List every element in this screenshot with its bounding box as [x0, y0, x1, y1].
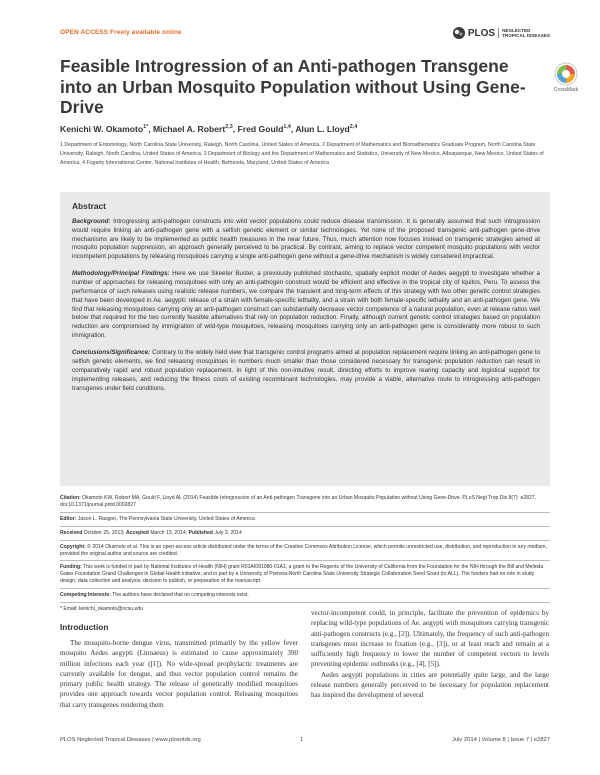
intro-heading: Introduction: [60, 622, 109, 632]
plos-brand: PLOS: [467, 27, 496, 39]
meta-label: Competing Interests:: [60, 592, 111, 599]
author-name: Michael A. Robert: [152, 124, 226, 134]
meta-label: Citation:: [60, 495, 81, 501]
competing-interests-block: [60, 589, 550, 603]
abstract-label: Conclusions/Significance:: [72, 349, 151, 357]
abstract-box: [60, 192, 550, 486]
author-email: * Email: kenichi_okamoto@ncsu.edu: [60, 606, 144, 613]
dates-block: [60, 527, 550, 541]
author-affil: 2,4: [349, 124, 358, 131]
journal-header: [60, 26, 550, 42]
meta-label: Funding:: [60, 564, 82, 571]
meta-label: Editor:: [60, 515, 77, 522]
crossmark-icon: [554, 62, 578, 86]
open-access-banner: [60, 29, 182, 36]
author-list: Kenichi W. Okamoto$^{1*}$, Michael A. Robert$^{2,3}$, Fred Gould$^{1,4}$, Alun L. Lloyd$^{2,4}$: [60, 124, 358, 134]
meta-label: Accepted: [125, 529, 149, 536]
author-affil: 1*: [143, 124, 149, 131]
abstract-text: Introgressing anti-pathogen constructs into wild vector populations could reduce disease transmission. It is generally assumed that such introgression would require linking an anti-pathogen gene with a selfish genetic element or similar technologies. Yet none of the proposed transgenic anti-pathogen gene-drive mechanisms are likely to be implemented as public health measures in the near future. Thus, much attention now focuses instead on transgenic strategies aimed at mosquito population suppression, an approach generally perceived to be practical. By contrast, aiming to replace vector competent mosquito populations with vector incompetent populations by releasing mosquitoes carrying a single anti-pathogen gene without a gene-drive mechanism is widely considered impractical.: [72, 218, 540, 261]
published-date: July 3, 2014: [212, 529, 242, 536]
meta-label: Copyright:: [60, 543, 86, 550]
body-column-right: [311, 608, 549, 701]
citation-text: Okamoto KW, Robert MA, Gould F, Lloyd AL (2014) Feasible Introgression of an Anti-pathogen Transgene into an Urban Mosquito Population without Using Gene-Drive. PLoS Negl Trop Dis 8(7): e2827. doi:10.1371/journal.pntd.0002827: [60, 495, 537, 508]
editor-text: Jason L. Rasgon, The Pennsylvania State University, United States of America: [76, 515, 255, 522]
editor-block: [60, 513, 550, 527]
meta-label: Received: [60, 529, 83, 536]
plos-logo-icon: [452, 26, 466, 40]
abstract-heading: Abstract: [72, 201, 106, 211]
article-title: Feasible Introgression of an Anti-pathogen Transgene into an Urban Mosquito Population without Using Gene-Drive: [60, 56, 526, 117]
accepted-date: March 13, 2014;: [148, 529, 189, 536]
crossmark-badge[interactable]: [552, 62, 580, 93]
affiliations: 1 Department of Entomology, North Carolina State University, Raleigh, North Carolina, United States of America, 2 Department of Mathematics and Biomathematics Graduate Program, North Carolina State University, Raleigh, North Carolina, United States of America, 3 Department of Biology and the Department of Mathematics and Statistics, University of New Mexico, Albuquerque, New Mexico, United States of America, 4 Fogarty International Center, National Institutes of Health, Bethesda, Maryland, United States of America: [60, 142, 544, 166]
author-affil: 1,4: [283, 124, 291, 131]
plos-sub-line-1: NEGLECTED: [502, 27, 531, 33]
body-paragraph: vector-incompetent could, in principle, facilitate the prevention of epidemics by replacing wild-type populations of Ae. aegypti with mosquitoes carrying transgenic anti-pathogen constructs (e.g., [2]). Ultimately, the frequency of such anti-pathogen transgenes must increase to fixation (e.g., [3]), or at least reach and remain at a sufficiently high frequency to lower the number of competent vectors to levels preventing epidemic outbreaks (e.g., [4], [5]).: [311, 609, 549, 669]
copyright-text: © 2014 Okamoto et al. This is an open-access article distributed under the terms of the Creative Commons Attribution License, which permits unrestricted use, distribution, and reproduction in any medium, provided the original author and source are credited.: [60, 543, 547, 557]
open-access-text: OPEN ACCESS Freely available online: [60, 29, 182, 36]
body-column-left: [60, 638, 298, 710]
citation-block: [60, 492, 550, 513]
abstract-label: Background:: [72, 218, 111, 225]
crossmark-label: CrossMark: [553, 87, 579, 93]
abstract-text: Here we use Skeeter Buster, a previously published stochastic, spatially explicit model of Aedes aegypti to investigate whether a number of approaches for releasing mosquitoes with only an anti-pathogen construct would be efficient and effective in the tropical city of Iquitos, Peru. To assess the performance of such releases using realistic release numbers, we compare the transient and long-term effects of this strategy with two other genetic control strategies that have been developed in Ae. aegypti: release of a strain with female-specific lethality, and a strain with both female-specific lethality and an anti-pathogen gene. We find that releasing mosquitoes carrying only an anti-pathogen construct can substantially decrease vector competence of a natural population, even at release ratios well below that required for the two currently feasible alternatives that rely on population reduction. Finally, although current genetic control strategies based on population reduction are compromised by immigration of wild-type mosquitoes, releasing mosquitoes carrying only an anti-pathogen gene is considerably more robust to such immigration.: [72, 270, 541, 340]
funding-text: This work is funded in part by National Institutes of Health (NIH) grant R01AI091980-01A1, a grant to the Regents of the University of California from the Foundation for the NIH through the Bill and Melinda Gates Foundation Grand Challenges in Global Health initiative, and in part by a University of Pretoria-North Carolina State University Strategic Collaboration Seed Grant (to ALL). The funders had no role in study design, data collection and analysis, decision to publish, or preparation of the manuscript.: [60, 564, 544, 585]
plos-logo[interactable]: [452, 26, 550, 40]
meta-label: Published: [188, 529, 213, 536]
copyright-block: [60, 541, 550, 562]
author-name: Fred Gould: [237, 124, 284, 134]
abstract-label: Methodology/Principal Findings:: [72, 270, 170, 278]
author-name: Alun L. Lloyd: [295, 124, 350, 134]
abstract-background: [72, 218, 540, 262]
author-affil: 2,3: [225, 124, 233, 131]
body-paragraph: Aedes aegypti populations in cities are potentially quite large, and the large release numbers generally perceived to be necessary for population replacement has inspired the development of several: [311, 670, 549, 700]
footer-journal: PLOS Neglected Tropical Diseases | www.plosntds.org: [60, 737, 201, 743]
abstract-text: Contrary to the widely held view that transgenic control programs aimed at population replacement require linking an anti-pathogen gene to selfish genetic elements, we find releasing mosquitoes in numbers much smaller than those considered necessary for transgenic population reduction can result in comparatively rapid and robust population replacement. In light of this non-intuitive result, directing efforts to improve rearing capacity and logistical support for implementing releases, and reducing the fitness costs of existing recombinant technologies, may provide a viable, alternative route to introgressing anti-pathogen transgenes under field conditions.: [72, 349, 540, 392]
author-name: Kenichi W. Okamoto: [60, 124, 144, 134]
plos-sub-line-2: TROPICAL DISEASES: [502, 33, 550, 38]
footer-page-number: 1: [300, 737, 304, 743]
plos-brand-sub: [498, 28, 550, 39]
competing-text: The authors have declared that no competing interests exist.: [110, 592, 249, 599]
abstract-conclusions: [72, 349, 540, 393]
funding-block: [60, 561, 550, 589]
footer-issue: July 2014 | Volume 8 | Issue 7 | e2827: [452, 737, 550, 743]
received-date: October 25, 2013;: [82, 529, 126, 536]
article-metadata: [60, 492, 550, 616]
body-paragraph: The mosquito-borne dengue virus, transmitted primarily by the yellow fever mosquito Aedes aegypti (Linnaeus) is estimated to cause approximately 390 million infections each year ([1]). No wide-spread prophylactic treatments are currently available for dengue, and thus vector population control remains the primary public health strategy. The release of genetically modified mosquitoes provides one approach towards vector population control. Releasing mosquitoes that carry transgenes rendering them: [60, 639, 298, 709]
abstract-methods: [72, 270, 540, 340]
